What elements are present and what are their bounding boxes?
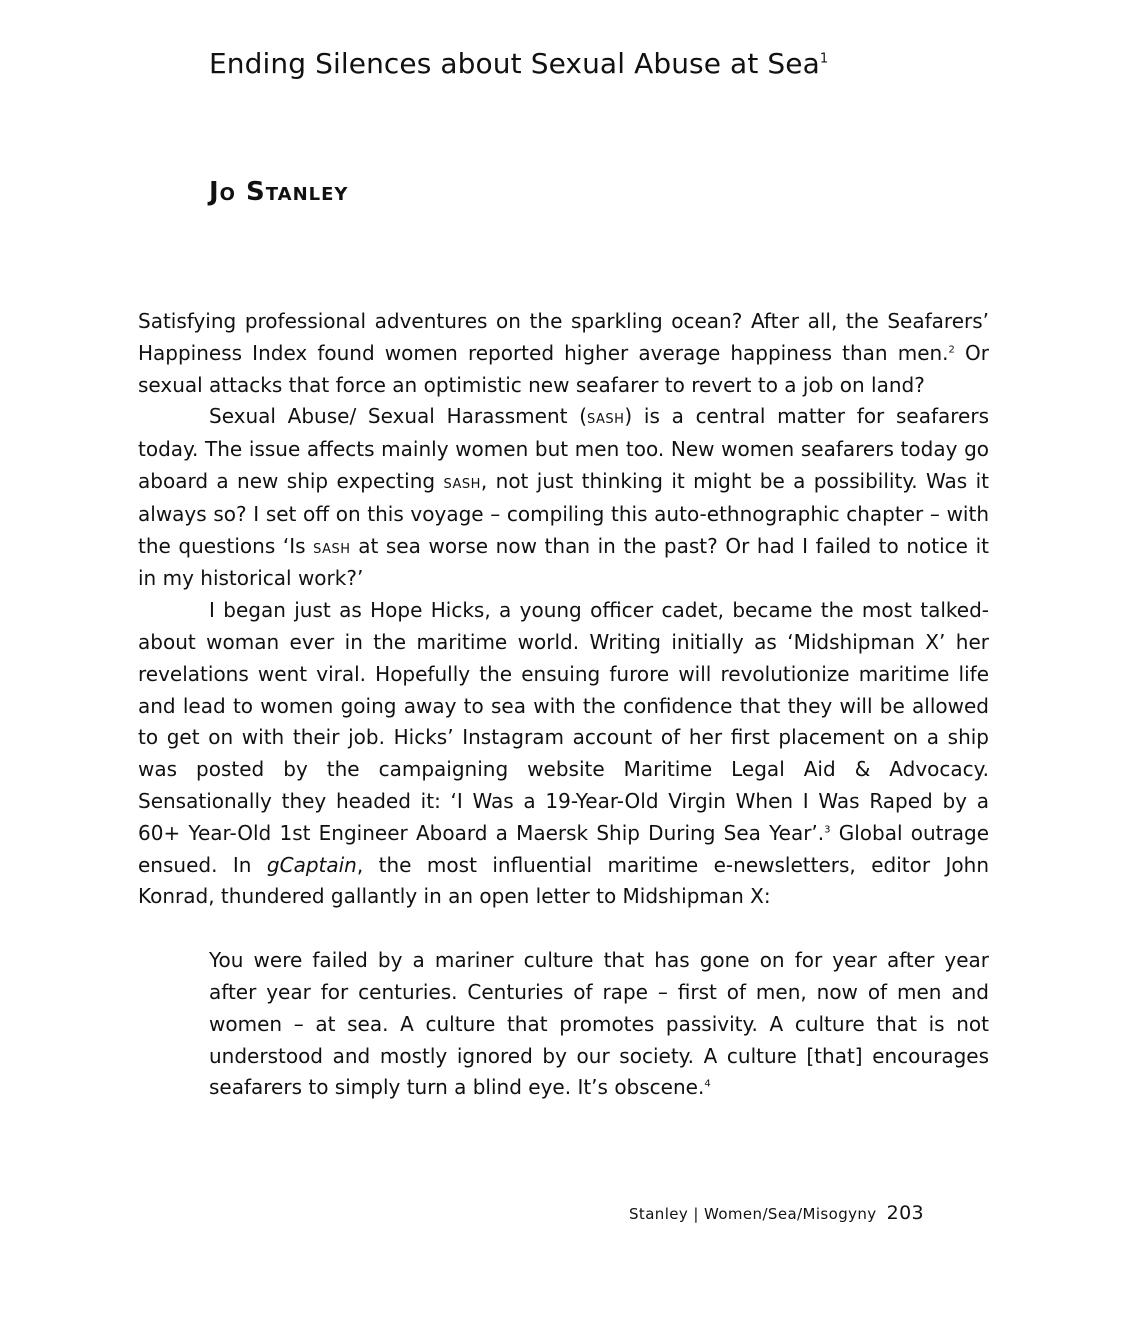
chapter-title-text: Ending Silences about Sexual Abuse at Sea xyxy=(209,47,820,80)
acronym-sash: sash xyxy=(313,536,351,558)
footnote-marker: 2 xyxy=(948,344,955,356)
publication-title: gCaptain xyxy=(266,852,357,877)
acronym-sash: sash xyxy=(587,407,625,429)
footnote-marker: 4 xyxy=(704,1078,711,1090)
footnote-marker: 1 xyxy=(819,51,829,67)
block-quote: You were failed by a mariner culture that has gone on for year after year after year for centuries. Centuries of rape – first of men, now of men and women – at sea. A culture that promotes passivity. A culture that is not understood and mostly ignored by our society. A culture [that] encourages seafarers to simply turn a blind eye. It’s obscene.$^4$ xyxy=(209,948,989,1100)
paragraph-3: I began just as Hope Hicks, a young officer cadet, became the most talked-about woman ever in the maritime world. Writing initially as ‘Midshipman X’ her revelations went viral. Hopefully the ensuing furore will revolutionize maritime life and lead to women going away to sea with the confidence that they will be allowed to get on with their job. Hicks’ Instagram account of her first placement on a ship was posted by the campaigning website Maritime Legal Aid & Advocacy. Sensationally they headed it: ‘I Was a 19-Year-Old Virgin When I Was Raped by a 60+ Year-Old 1st Engineer Aboard a Maersk Ship During Sea Year’.$^3$ Global outrage ensued. In gCaptain, the most influential maritime e-newsletters, editor John Konrad, thundered gallantly in an open letter to Midshipman X: xyxy=(138,598,989,909)
running-head: Stanley | Women/Sea/Misogyny xyxy=(629,1205,877,1223)
acronym-sash: sash xyxy=(443,471,481,493)
chapter-title xyxy=(209,44,828,84)
page-footer xyxy=(629,1202,924,1224)
footnote-marker: 3 xyxy=(824,824,831,836)
author-name: Jo Stanley xyxy=(209,177,349,207)
paragraph-2: Sexual Abuse/ Sexual Harassment (sash) is a central matter for seafarers today. The issue affects mainly women but men too. New women seafarers today go aboard a new ship expecting sash, not just thinking it might be a possibility. Was it always so? I set off on this voyage – compiling this auto-ethnographic chapter – with the questions ‘Is sash at sea worse now than in the past? Or had I failed to notice it in my historical work?’ xyxy=(138,404,990,591)
chapter-body xyxy=(138,306,989,1104)
page-number: 203 xyxy=(886,1202,925,1224)
paragraph-1: Satisfying professional adventures on the sparkling ocean? After all, the Seafarers’ Happiness Index found women reported higher average happiness than men.$^2$ Or sexual attacks that force an optimistic new seafarer to revert to a job on land? xyxy=(138,309,989,397)
